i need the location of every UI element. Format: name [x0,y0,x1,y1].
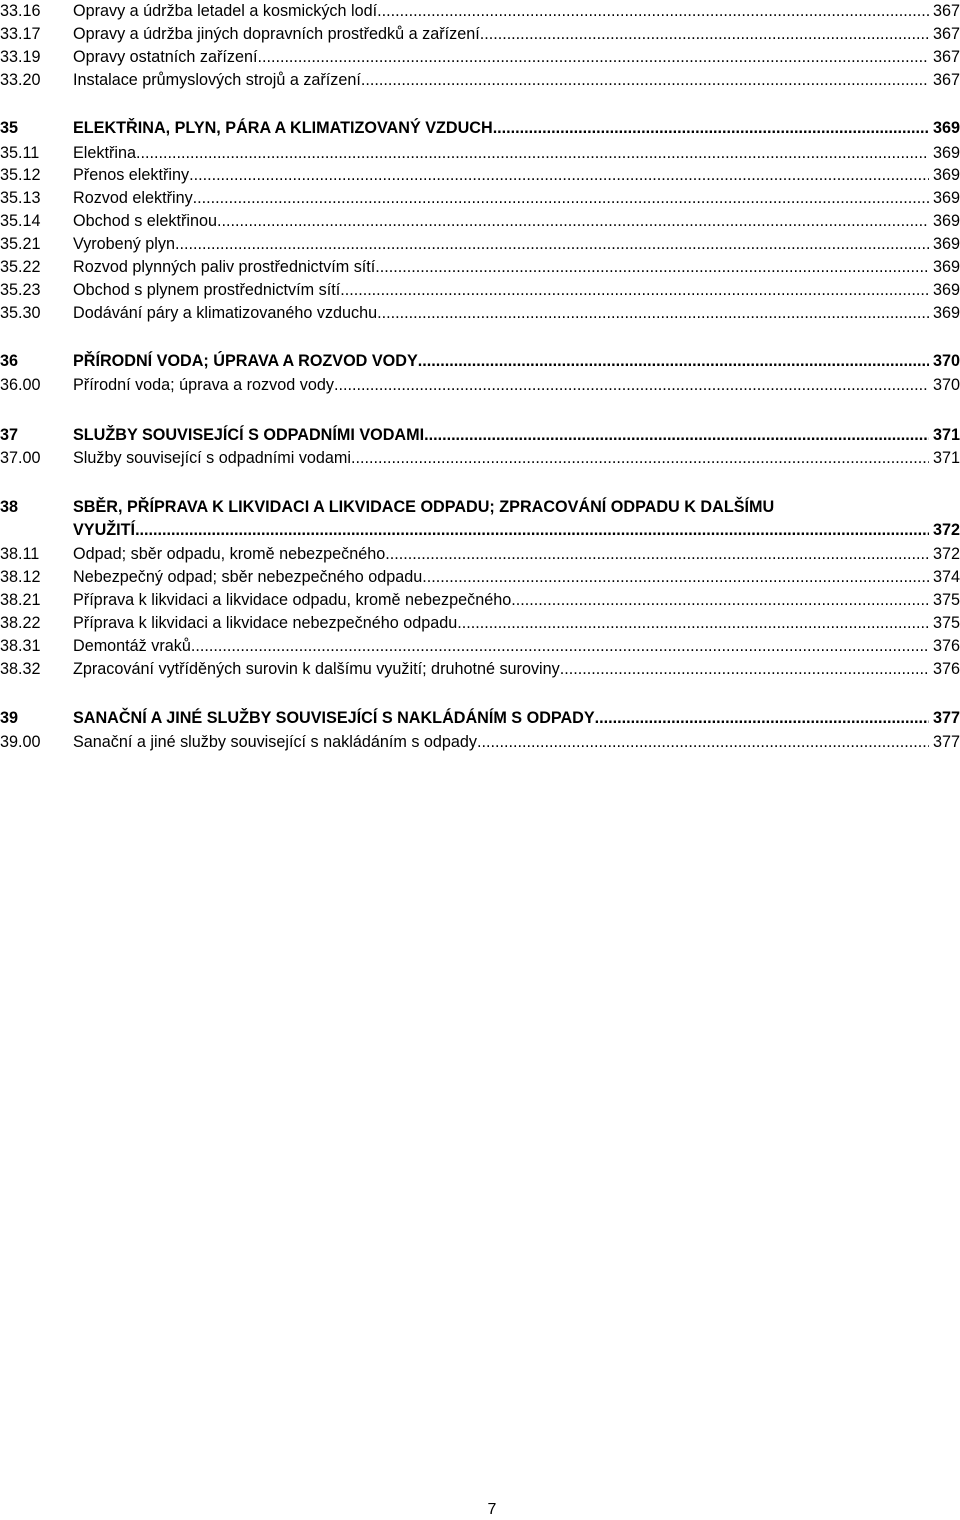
toc-entry-title: Přírodní voda; úprava a rozvod vody [73,376,334,394]
dot-leader [377,302,929,325]
toc-entry[interactable] [0,279,960,302]
toc-entry-page: 371 [932,449,960,467]
dot-leader [334,374,929,397]
toc-entry[interactable] [0,658,960,681]
toc-entry-number: 39 [0,709,19,727]
toc-entry-page: 369 [932,281,960,299]
toc-entry-page: 367 [932,2,960,20]
dot-leader [191,635,929,658]
toc-entry-page: 369 [932,119,960,137]
toc-entry-page: 369 [932,258,960,276]
toc-entry-number: 33.20 [0,71,41,89]
toc-entry-title: Instalace průmyslových strojů a zařízení [73,71,361,89]
toc-entry-number: 35.23 [0,281,41,299]
toc-entry-title: Elektřina [73,144,136,162]
toc-entry-title: Rozvod elektřiny [73,189,193,207]
toc-entry[interactable] [0,447,960,470]
toc-entry-number: 38.12 [0,568,41,586]
toc-entry-number: 33.16 [0,2,41,20]
toc-entry-number: 35.11 [0,144,40,162]
dot-leader [361,69,929,92]
dot-leader [135,519,929,542]
dot-leader [511,589,929,612]
toc-entry-page: 369 [932,144,960,162]
toc-entry-title: Dodávání páry a klimatizovaného vzduchu [73,304,378,322]
toc-entry-number: 38.22 [0,614,41,632]
toc-entry-number: 35.30 [0,304,41,322]
toc-entry-title: Služby související s odpadními vodami [73,449,352,467]
page-number: 7 [487,1501,497,1518]
toc-entry-page: 372 [932,521,960,539]
toc-entry-number: 33.17 [0,25,41,43]
toc-section-heading[interactable] [0,424,960,447]
toc-entry[interactable] [0,164,960,187]
toc-entry-number: 38.32 [0,660,41,678]
dot-leader [257,46,929,69]
dot-leader [457,612,929,635]
dot-leader [418,350,929,373]
toc-entry-title: Vyrobený plyn [73,235,175,253]
toc-entry-page: 376 [932,637,960,655]
toc-entry[interactable] [0,566,960,589]
toc-entry[interactable] [0,187,960,210]
toc-entry-title: Sanační a jiné služby související s nakládáním s odpady [73,733,478,751]
dot-leader [189,164,929,187]
toc-entry[interactable] [0,302,960,325]
toc-entry[interactable] [0,635,960,658]
dot-leader [375,256,929,279]
toc-entry-title: ELEKTŘINA, PLYN, PÁRA A KLIMATIZOVANÝ VZDUCH [73,119,493,137]
toc-entry-page: 374 [932,568,960,586]
toc-entry-page: 369 [932,235,960,253]
toc-entry-number: 35.12 [0,166,41,184]
toc-entry-page: 369 [932,166,960,184]
toc-entry[interactable] [0,374,960,397]
toc-entry-page: 377 [932,733,960,751]
toc-entry-page: 367 [932,25,960,43]
dot-leader [595,707,929,730]
toc-entry-number: 33.19 [0,48,41,66]
dot-leader [493,117,929,140]
toc-entry-page: 376 [932,660,960,678]
toc-entry-page: 369 [932,189,960,207]
toc-entry-number: 35.13 [0,189,41,207]
toc-section-heading[interactable] [0,496,960,542]
toc-entry-title: Obchod s elektřinou [73,212,217,230]
toc-entry-number: 35.14 [0,212,41,230]
toc-entry-title: Přenos elektřiny [73,166,190,184]
dot-leader [377,0,929,23]
toc-entry-title: Odpad; sběr odpadu, kromě nebezpečného [73,545,386,563]
toc-entry-number: 37.00 [0,449,41,467]
toc-entry-title: Opravy ostatních zařízení [73,48,258,66]
toc-entry-page: 375 [932,591,960,609]
toc-entry-title: SLUŽBY SOUVISEJÍCÍ S ODPADNÍMI VODAMI [73,426,425,444]
toc-entry-number: 35.21 [0,235,41,253]
toc-entry-title-line1: SBĚR, PŘÍPRAVA K LIKVIDACI A LIKVIDACE ODPADU; ZPRACOVÁNÍ ODPADU K DALŠÍMU [73,498,775,516]
toc-entry-number: 35.22 [0,258,41,276]
toc-entry-page: 377 [932,709,960,727]
toc-entry-title: PŘÍRODNÍ VODA; ÚPRAVA A ROZVOD VODY [73,352,418,370]
toc-entry-title: Rozvod plynných paliv prostřednictvím sítí [73,258,376,276]
toc-entry-title: Opravy a údržba jiných dopravních prostředků a zařízení [73,25,480,43]
toc-entry-title: Příprava k likvidaci a likvidace nebezpečného odpadu [73,614,458,632]
toc-entry[interactable] [0,731,960,754]
toc-entry-title: VYUŽITÍ [73,521,136,539]
toc-entry-page: 370 [932,352,960,370]
toc-entry-page: 367 [932,71,960,89]
dot-leader [477,731,929,754]
toc-entry-number: 36.00 [0,376,41,394]
toc-entry[interactable] [0,142,960,165]
toc-entry-title: Obchod s plynem prostřednictvím sítí [73,281,341,299]
dot-leader [424,424,929,447]
toc-entry-page: 371 [932,426,960,444]
toc-entry[interactable] [0,543,960,566]
toc-entry-page: 372 [932,545,960,563]
toc-entry[interactable] [0,256,960,279]
toc-entry-page: 369 [932,212,960,230]
toc-entry-page: 370 [932,376,960,394]
dot-leader [480,23,929,46]
dot-leader [385,543,929,566]
toc-entry[interactable] [0,46,960,69]
toc-entry-page: 369 [932,304,960,322]
toc-section-heading[interactable] [0,350,960,373]
dot-leader [422,566,929,589]
dot-leader [217,210,929,233]
toc-entry-page: 375 [932,614,960,632]
toc-entry-number: 39.00 [0,733,41,751]
toc-entry-number: 37 [0,426,19,444]
toc-entry-number: 38 [0,498,19,516]
toc-entry[interactable] [0,69,960,92]
toc-entry-number: 35 [0,119,19,137]
toc-entry[interactable] [0,233,960,256]
toc-entry-number: 38.21 [0,591,41,609]
toc-entry-title: Opravy a údržba letadel a kosmických lodí [73,2,378,20]
toc-entry-page: 367 [932,48,960,66]
toc-entry[interactable] [0,210,960,233]
dot-leader [175,233,929,256]
dot-leader [193,187,929,210]
toc-entry[interactable] [0,589,960,612]
dot-leader [560,658,929,681]
toc-entry[interactable] [0,0,960,23]
dot-leader [340,279,929,302]
toc-section-heading[interactable] [0,707,960,730]
toc-entry-number: 38.11 [0,545,40,563]
toc-entry[interactable] [0,612,960,635]
toc-entry-title: Nebezpečný odpad; sběr nebezpečného odpadu [73,568,423,586]
toc-entry-number: 38.31 [0,637,41,655]
toc-entry-title: SANAČNÍ A JINÉ SLUŽBY SOUVISEJÍCÍ S NAKLÁDÁNÍM S ODPADY [73,709,595,727]
toc-entry-title: Příprava k likvidaci a likvidace odpadu, kromě nebezpečného [73,591,512,609]
toc-entry[interactable] [0,23,960,46]
toc-entry-title: Demontáž vraků [73,637,191,655]
toc-section-heading[interactable] [0,117,960,140]
dot-leader [351,447,929,470]
toc-entry-title: Zpracování vytříděných surovin k dalšímu využití; druhotné suroviny [73,660,560,678]
dot-leader [136,142,929,165]
toc-entry-number: 36 [0,352,19,370]
